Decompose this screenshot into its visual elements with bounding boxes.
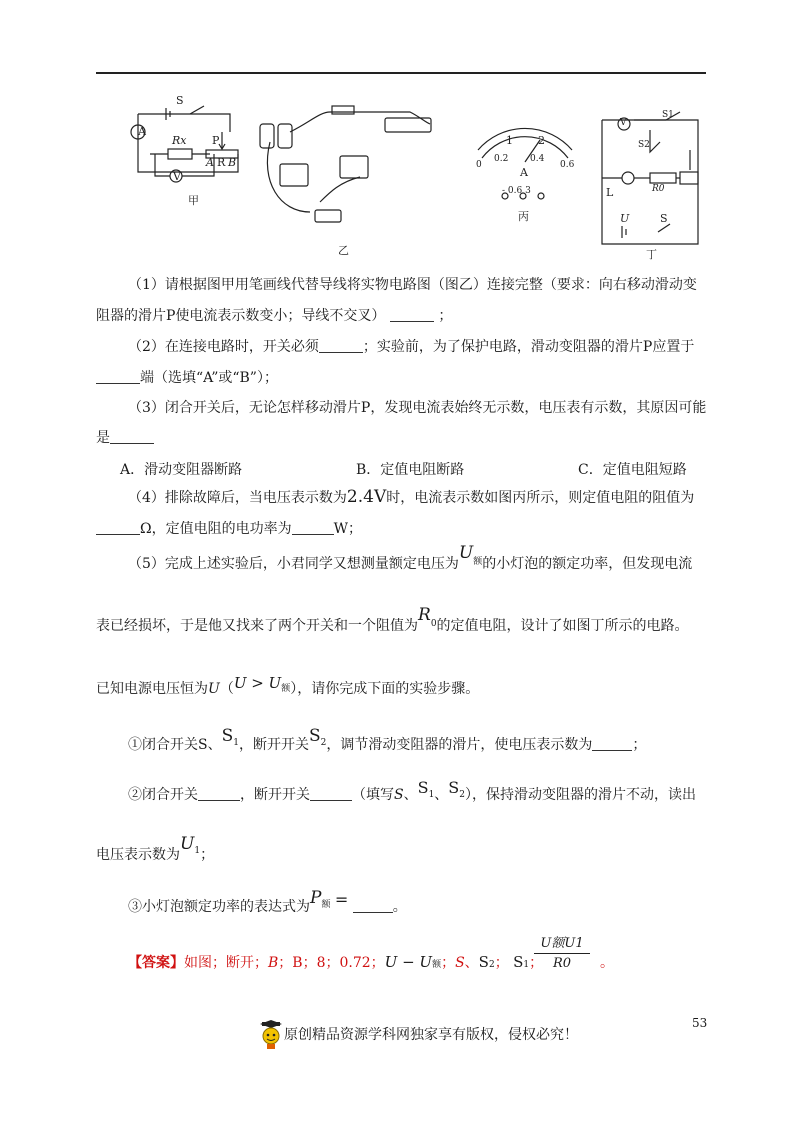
- q5-line3: 已知电源电压恒为U（U > U额），请你完成下面的实验步骤。: [96, 674, 480, 697]
- answer-text-2: ；B；8；0.72；: [278, 955, 385, 971]
- step3-text-a: ③小灯泡额定功率的表达式为: [128, 899, 310, 915]
- answer-s1-sub: 1: [523, 960, 530, 970]
- ding-s-label: S: [660, 212, 668, 225]
- q5-text-a: （5）完成上述实验后，小君同学又想测量额定电压为: [128, 556, 459, 572]
- step2-text-c: （填写: [352, 787, 394, 803]
- ding-s2-label: S2: [638, 140, 650, 150]
- q4-line1: [128, 487, 694, 508]
- q5-condition: U > U: [233, 674, 282, 692]
- step2-text-d: ），保持滑动变阻器的滑片不动，读出: [465, 787, 696, 803]
- answer-key: 【答案】: [128, 955, 184, 971]
- q5-text-d: 的定值电阻，设计了如图丁所示的电路。: [436, 618, 689, 634]
- answer-text-1: 如图；断开；: [184, 955, 268, 971]
- answer-text-4: 、: [464, 955, 479, 971]
- page-number: 53: [692, 1016, 708, 1030]
- q1-line1: [128, 275, 697, 295]
- q5-text-b: 的小灯泡的额定功率，但发现电流: [482, 556, 693, 572]
- q2-blank-1: [319, 338, 363, 353]
- answer-fraction: [534, 932, 590, 971]
- q1-text-c: ；: [438, 308, 453, 324]
- ding-l-label: L: [606, 186, 614, 199]
- fig-voltmeter-label: V: [173, 170, 181, 183]
- answer-text-3: ；: [441, 955, 456, 971]
- q1-text-a: （1）请根据图甲用笔画线代替导线将实物电路图（图乙）连接完整（要求：向右移动滑动变: [128, 277, 697, 293]
- q5-u-symbol: U: [458, 543, 474, 563]
- fig-terminal-r: R: [217, 156, 226, 169]
- fig-rx-label: Rx: [172, 134, 187, 147]
- fig-terminal-a: A: [206, 156, 214, 169]
- meter-tick-02: 0.2: [494, 154, 509, 164]
- q3-line2: [96, 428, 154, 448]
- q5-text-c: 表已经损坏，于是他又找来了两个开关和一个阻值为: [96, 618, 418, 634]
- mascot-icon: [258, 1020, 284, 1050]
- step2-s: S: [394, 787, 404, 803]
- option-b: B．定值电阻断路: [356, 462, 465, 478]
- q3-line1: [128, 398, 706, 418]
- q4-blank-2: [292, 520, 334, 535]
- q1-line2: [96, 306, 452, 326]
- q5-condition-subscript: 额: [281, 684, 291, 694]
- step1-text-a: ①闭合开关S、: [128, 737, 222, 753]
- step1-s2-sub: 2: [320, 738, 327, 748]
- q3-text-a: （3）闭合开关后，无论怎样移动滑片P，发现电流表始终无示数，电压表有示数，其原因可能: [128, 400, 707, 416]
- q5-r-symbol: R: [418, 605, 431, 625]
- q4-blank-1: [96, 520, 140, 535]
- ding-s1-label: S1: [662, 110, 674, 120]
- answer-b1: B: [268, 955, 279, 971]
- answer-s: S: [455, 955, 465, 971]
- meter-tick-0: 0: [476, 160, 482, 170]
- q2-text-b: ；实验前，为了保护电路，滑动变阻器的滑片P应置于: [362, 339, 695, 355]
- answer-fraction-numerator: U额U1: [534, 932, 590, 954]
- answer-end: 。: [600, 955, 614, 971]
- header-rule: [96, 72, 706, 74]
- q3-text-b: 是: [96, 430, 110, 446]
- option-a: A．滑动变阻器断路: [120, 462, 243, 478]
- step1-s1: S: [221, 726, 234, 746]
- ding-u-label: U: [620, 212, 630, 225]
- answer-s2-sub: 2: [488, 960, 495, 970]
- q4-line2: [96, 519, 362, 539]
- step1-s1-sub: 1: [233, 738, 239, 748]
- ding-voltmeter-label: V: [620, 118, 627, 128]
- q3-blank: [110, 429, 154, 444]
- fig-terminal-b: B: [228, 156, 237, 169]
- meter-tick-1: 1: [506, 134, 513, 147]
- q4-text-b: 时，电流表示数如图丙所示，则定值电阻的阻值为: [386, 490, 695, 506]
- answer-fraction-denominator: R0: [552, 956, 572, 971]
- option-c: C．定值电阻短路: [578, 462, 687, 478]
- step2-u1-sub: 1: [194, 846, 201, 856]
- q5-line2: [96, 605, 689, 638]
- fig-slider-label: P: [212, 134, 220, 147]
- step3-blank: [353, 898, 393, 913]
- step2-line2: [96, 834, 215, 867]
- step3-text-b: 。: [392, 899, 407, 915]
- q1-text-b: 阻器的滑片P使电流表示数变小；导线不交叉）: [96, 308, 386, 324]
- step2-s1: S: [417, 778, 429, 797]
- q4-text-a: （4）排除故障后，当电压表示数为: [128, 490, 347, 506]
- step1-text-c: ，调节滑动变阻器的滑片，使电压表示数为: [326, 737, 593, 753]
- step2-text-a: ②闭合开关: [128, 787, 198, 803]
- q5-r-subscript: 0: [430, 619, 437, 629]
- answer-expr: U − U: [384, 953, 433, 971]
- answer-text-6: ；: [529, 955, 544, 971]
- q2-line2: [96, 368, 278, 388]
- step2-text-f: ；: [200, 847, 215, 863]
- step2-blank-1: [198, 786, 240, 801]
- ding-r0-label: R0: [652, 184, 665, 194]
- fig-label-jia: 甲: [188, 194, 199, 207]
- step1-s2: S: [308, 726, 321, 746]
- answer-expr-sub: 额: [432, 960, 442, 970]
- fig-label-bing: 丙: [518, 210, 529, 223]
- step2-u1: U: [180, 834, 195, 854]
- q4-voltage: 2.4V: [346, 487, 387, 507]
- fig-label-ding: 丁: [646, 248, 657, 261]
- meter-terminals: - 0.6 3: [502, 186, 531, 196]
- q2-line1: [128, 337, 694, 357]
- step1-blank: [592, 736, 632, 751]
- fig-label-yi: 乙: [338, 244, 349, 257]
- step2-s1-sub: 1: [428, 790, 435, 800]
- step1-text-b: ，断开开关: [238, 737, 309, 753]
- q4-text-d: W；: [333, 521, 362, 537]
- q2-blank-2: [96, 369, 140, 384]
- q5-text-e: 已知电源电压恒为: [96, 681, 208, 697]
- footer-copyright: 原创精品资源学科网独家享有版权，侵权必究！: [284, 1027, 578, 1043]
- q4-text-c: Ω，定值电阻的电功率为: [140, 521, 292, 537]
- step3-line: [128, 888, 407, 919]
- q2-text-a: （2）在连接电路时，开关必须: [128, 339, 319, 355]
- step1-line: [128, 726, 647, 757]
- answer-line: [128, 952, 543, 975]
- step2-s2: S: [448, 778, 460, 797]
- meter-unit-label: A: [520, 166, 528, 179]
- q2-text-c: 端（选填“A”或“B”）；: [140, 370, 278, 386]
- answer-s2: S: [478, 953, 489, 971]
- step1-text-d: ；: [632, 737, 647, 753]
- meter-tick-06: 0.6: [560, 160, 575, 170]
- step3-p: P: [310, 888, 322, 908]
- answer-text-5: ；: [494, 955, 509, 971]
- fig-switch-label: S: [176, 94, 184, 107]
- step2-s2-sub: 2: [459, 790, 465, 800]
- meter-tick-2: 2: [538, 134, 545, 147]
- step2-line1: ②闭合开关 ，断开开关 （填写S、S1、S2），保持滑动变阻器的滑片不动，读出: [128, 778, 696, 803]
- fig-ammeter-label: A: [138, 125, 146, 138]
- answer-s1: S: [513, 953, 524, 971]
- step3-p-sub: 额: [321, 900, 331, 910]
- step2-blank-2: [310, 786, 352, 801]
- meter-tick-04: 0.4: [530, 154, 545, 164]
- q5-line1: [128, 543, 693, 576]
- q5-u-subscript: 额: [473, 557, 483, 567]
- q5-supply-u: U: [208, 681, 220, 697]
- circuit-figures: [110, 92, 710, 262]
- step2-text-e: 电压表示数为: [96, 847, 180, 863]
- q5-text-end: ，请你完成下面的实验步骤。: [297, 681, 480, 697]
- q1-blank: [390, 307, 434, 322]
- step2-text-b: ，断开开关: [240, 787, 310, 803]
- step3-equals: =: [334, 890, 349, 909]
